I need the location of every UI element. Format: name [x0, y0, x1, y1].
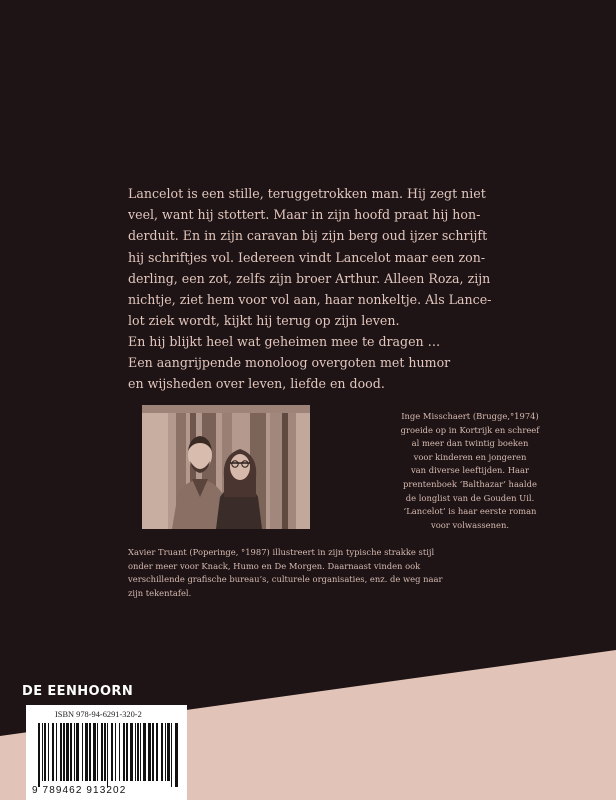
- author-bio-line: Inge Misschaert (Brugge,°1974): [401, 411, 539, 421]
- author-bio-line: prentenboek ‘Balthazar’ haalde: [403, 478, 537, 489]
- author-bio-line: voor volwassenen.: [430, 519, 510, 530]
- blurb-line: derduit. En in zijn caravan bij zijn berg oud ijzer schrijft: [128, 228, 488, 244]
- author-bio-line: al meer dan twintig boeken: [411, 438, 529, 449]
- illustrator-bio-line: verschillende grafische bureau’s, culturele organisaties, enz. de weg naar: [128, 574, 443, 585]
- author-bio-line: ‘Lancelot’ is haar eerste roman: [403, 506, 537, 517]
- author-bio-line: groeide op in Kortrijk en schreef: [400, 424, 540, 435]
- blurb-line: derling, een zot, zelfs zijn broer Arthur. Alleen Roza, zijn: [128, 270, 491, 286]
- blurb-line: lot ziek wordt, kijkt hij terug op zijn leven.: [128, 313, 400, 329]
- author-bio-line: van diverse leeftijden. Haar: [410, 465, 530, 476]
- blurb-line: hij schriftjes vol. Iedereen vindt Lancelot maar een zon-: [128, 249, 486, 265]
- tagline-text: [128, 352, 498, 394]
- author-photo: [142, 405, 310, 529]
- barcode-panel: [26, 705, 187, 800]
- tagline-line: Een aangrijpende monoloog overgoten met humor: [128, 355, 451, 370]
- blurb-line: En hij blijkt heel wat geheimen mee te dragen …: [128, 334, 441, 350]
- author-bio-line: voor kinderen en jongeren: [413, 451, 527, 462]
- barcode-number: 9 789462 913202: [32, 785, 127, 796]
- blurb-line: veel, want hij stottert. Maar in zijn hoofd praat hij hon-: [128, 207, 481, 223]
- illustrator-bio-line: onder meer voor Knack, Humo en De Morgen. Daarnaast vinden ook: [128, 560, 421, 571]
- illustrator-bio-line: Xavier Truant (Poperinge, °1987) illustreert in zijn typische strakke stijl: [128, 547, 435, 557]
- tagline-line: en wijsheden over leven, liefde en dood.: [128, 376, 385, 392]
- isbn-label: ISBN 978-94-6291-320-2: [55, 710, 142, 719]
- author-bio-line: de longlist van de Gouden Uil.: [405, 492, 535, 503]
- blurb-line: Lancelot is een stille, teruggetrokken man. Hij zegt niet: [128, 186, 486, 201]
- barcode-icon: [34, 723, 180, 787]
- author-photo-image: [142, 405, 310, 529]
- illustrator-bio: [128, 546, 508, 600]
- blurb-text: [128, 183, 498, 353]
- publisher-logo: DE EENHOORN: [22, 684, 134, 699]
- blurb-line: nichtje, ziet hem voor vol aan, haar nonkeltje. Als Lance-: [128, 292, 492, 308]
- illustrator-bio-line: zijn tekentafel.: [128, 587, 192, 598]
- author-bio: [370, 410, 570, 532]
